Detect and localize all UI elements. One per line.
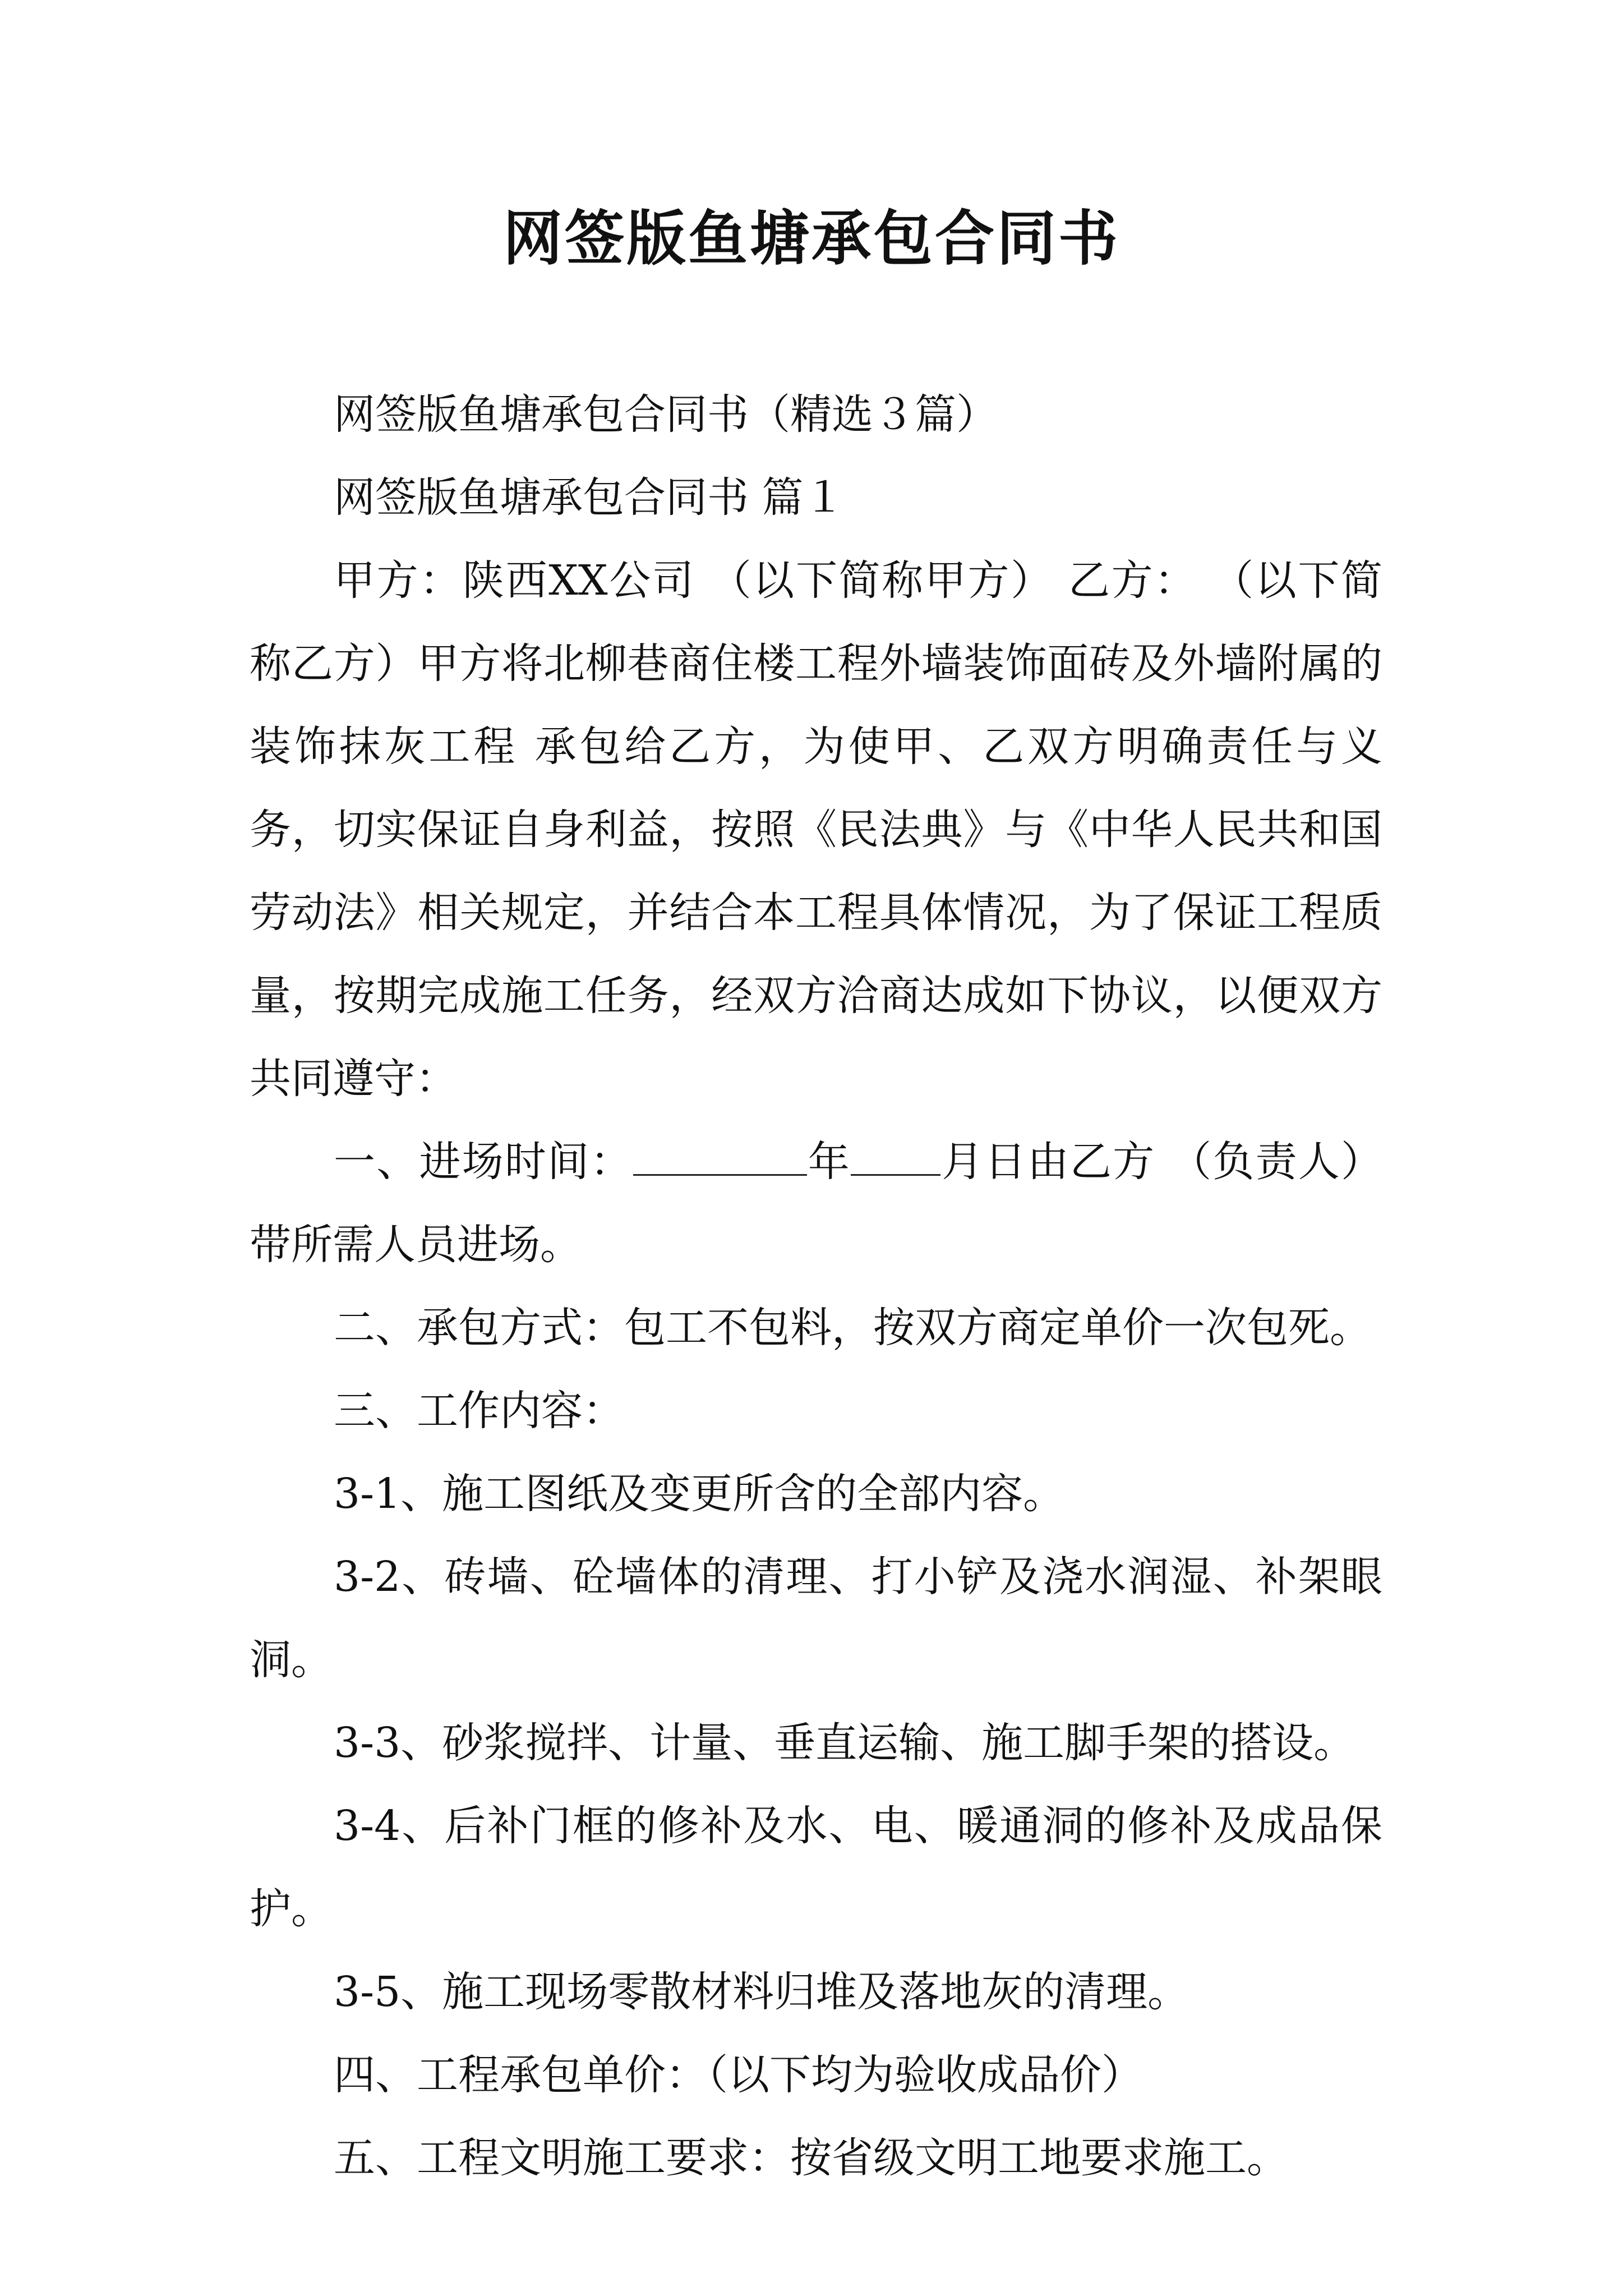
clause-1-rest: 月日由乙方 （负责人）带所需人员进场。	[250, 1138, 1383, 1269]
item-3-2: 3-2、砖墙、砼墙体的清理、打小铲及浇水润湿、补架眼洞。	[250, 1553, 1382, 1684]
item-3-3: 3-3、砂浆搅拌、计量、垂直运输、施工脚手架的搭设。	[334, 1719, 1355, 1767]
clause-1-prefix: 一、进场时间：	[334, 1138, 633, 1186]
clause-2: 二、承包方式：包工不包料，按双方商定单价一次包死。	[334, 1304, 1371, 1352]
subtitle: 网签版鱼塘承包合同书（精选３篇）	[334, 390, 998, 439]
item-3-4: 3-4、后补门框的修补及水、电、暖通洞的修补及成品保护。	[250, 1802, 1382, 1933]
month-blank	[851, 1135, 940, 1176]
year-blank	[633, 1135, 807, 1176]
clause-3: 三、工作内容：	[334, 1387, 624, 1435]
clause-5: 五、工程文明施工要求：按省级文明工地要求施工。	[334, 2134, 1288, 2182]
paragraph-parties: 甲方：陕西XX公司 （以下简称甲方） 乙方： （以下简称乙方）甲方将北柳巷商住楼工程外墙装饰面砖及外墙附属的装饰抹灰工程 承包给乙方，为使甲、乙双方明确责任与义务，切实保证自身利益，按照《民法典》与《中华人民共和国劳动法》相关规定，并结合本工程具体情况，为了保证工程质量，按期完成施工任务，经双方洽商达成如下协议，以便双方共同遵守：	[250, 556, 1382, 1103]
item-3-5: 3-5、施工现场零散材料归堆及落地灰的清理。	[334, 1968, 1189, 2016]
clause-1	[250, 1120, 1382, 1286]
section-heading: 网签版鱼塘承包合同书 篇１	[334, 473, 845, 522]
clause-1-year: 年	[806, 1138, 851, 1186]
item-3-1: 3-1、施工图纸及变更所含的全部内容。	[334, 1470, 1065, 1518]
document-body	[250, 373, 1382, 2200]
document-title: 网签版鱼塘承包合同书	[503, 203, 1120, 273]
clause-4: 四、工程承包单价：（以下均为验收成品价）	[334, 2051, 1143, 2099]
